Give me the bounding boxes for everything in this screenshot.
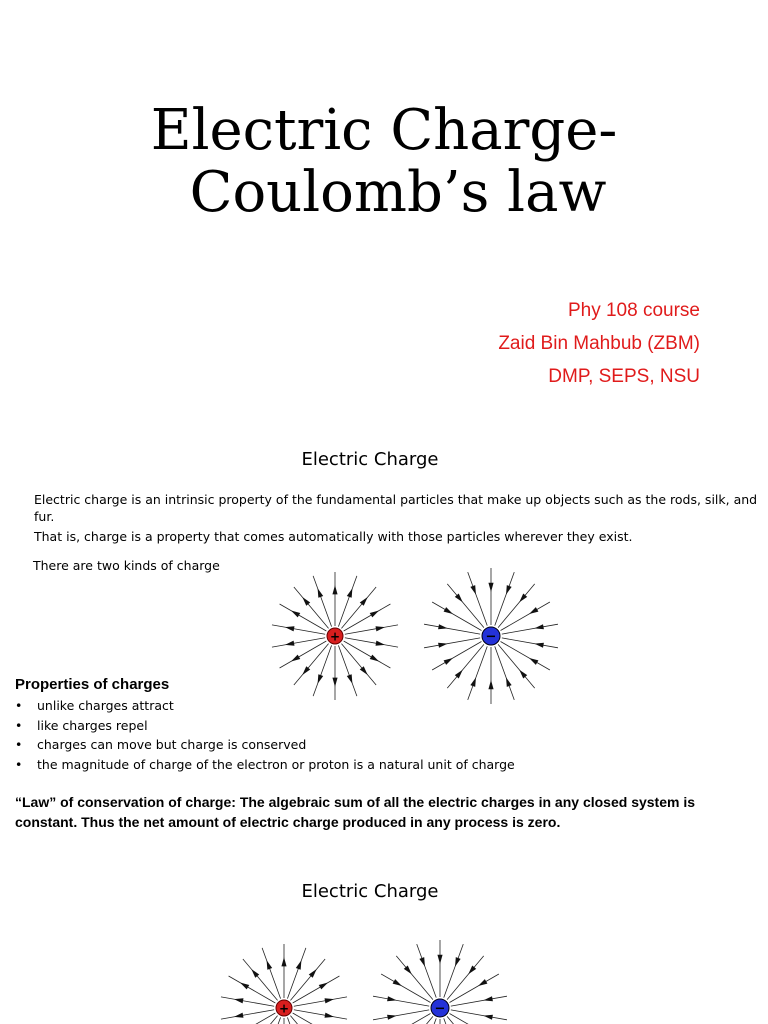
field-arrow bbox=[325, 998, 335, 1003]
field-line bbox=[293, 1013, 340, 1024]
field-line bbox=[272, 625, 325, 634]
field-arrow bbox=[347, 588, 353, 598]
field-line bbox=[417, 1018, 436, 1024]
field-line bbox=[290, 1016, 325, 1024]
field-arrow bbox=[267, 960, 273, 970]
field-line bbox=[468, 572, 487, 626]
field-arrow bbox=[483, 996, 493, 1001]
properties-heading: Properties of charges bbox=[15, 676, 170, 693]
section-heading-electric-charge-2: Electric Charge bbox=[301, 881, 439, 902]
field-line bbox=[272, 638, 325, 647]
field-arrow bbox=[285, 641, 295, 646]
field-arrow bbox=[332, 678, 337, 687]
field-line bbox=[229, 1013, 276, 1024]
field-line bbox=[444, 944, 463, 998]
field-arrow bbox=[291, 655, 300, 662]
field-arrow bbox=[291, 611, 300, 618]
negative-sign: − bbox=[485, 629, 497, 645]
field-arrow bbox=[325, 1013, 335, 1018]
field-arrow bbox=[376, 626, 386, 631]
field-line bbox=[313, 576, 331, 627]
field-arrow bbox=[534, 624, 544, 629]
field-line bbox=[424, 638, 480, 648]
field-arrow bbox=[529, 607, 538, 614]
field-arrow bbox=[529, 658, 538, 665]
field-arrow bbox=[285, 626, 295, 631]
field-line bbox=[502, 624, 558, 634]
field-arrow bbox=[370, 655, 379, 662]
field-line bbox=[243, 1016, 278, 1024]
field-arrow bbox=[470, 585, 476, 595]
field-line bbox=[444, 1018, 463, 1024]
law-label: “Law” of conservation of charge: bbox=[15, 794, 236, 810]
field-arrow bbox=[387, 996, 397, 1001]
field-arrow bbox=[387, 1015, 397, 1020]
field-arrow bbox=[470, 677, 476, 687]
field-arrow bbox=[483, 1015, 493, 1020]
field-line bbox=[287, 948, 305, 999]
conservation-law-statement bbox=[15, 792, 735, 832]
field-arrow bbox=[240, 983, 249, 990]
field-line bbox=[294, 997, 347, 1006]
field-line bbox=[495, 646, 514, 700]
field-arrow bbox=[318, 674, 324, 684]
list-item: • unlike charges attract bbox=[15, 698, 174, 713]
field-arrow bbox=[438, 624, 448, 629]
field-arrow bbox=[347, 674, 353, 684]
list-item: • like charges repel bbox=[15, 717, 148, 733]
field-line bbox=[221, 997, 274, 1006]
field-arrow bbox=[478, 979, 487, 986]
field-arrow bbox=[376, 641, 386, 646]
positive-sign: + bbox=[329, 629, 341, 644]
field-line bbox=[221, 1010, 274, 1019]
field-line bbox=[468, 646, 487, 700]
field-arrow bbox=[296, 960, 302, 970]
field-arrow bbox=[281, 957, 286, 966]
field-arrow bbox=[318, 588, 324, 598]
law-text: The algebraic sum of all the electric charges in any closed system is constant. Thus the net amount of electric charge produced in any process is zero. bbox=[15, 794, 696, 830]
field-arrow bbox=[488, 680, 493, 689]
charge-field-diagram-2 bbox=[0, 934, 768, 1024]
field-arrow bbox=[455, 957, 461, 967]
field-arrow bbox=[488, 583, 493, 592]
positive-sign: + bbox=[278, 1001, 290, 1016]
two-kinds-label: There are two kinds of charge bbox=[33, 558, 220, 573]
author-label: Zaid Bin Mahbub (ZBM) bbox=[498, 333, 700, 354]
field-arrow bbox=[332, 585, 337, 594]
field-arrow bbox=[234, 998, 244, 1003]
department-label: DMP, SEPS, NSU bbox=[548, 366, 700, 387]
list-item: • charges can move but charge is conserved bbox=[15, 737, 307, 752]
title-line-1: Electric Charge- bbox=[150, 98, 618, 163]
field-arrow bbox=[319, 983, 328, 990]
field-arrow bbox=[438, 643, 448, 648]
field-arrow bbox=[506, 677, 512, 687]
field-line bbox=[417, 944, 436, 998]
field-arrow bbox=[370, 611, 379, 618]
field-line bbox=[373, 996, 429, 1006]
field-line bbox=[451, 1010, 507, 1020]
properties-list bbox=[15, 696, 515, 774]
field-arrow bbox=[419, 957, 425, 967]
field-line bbox=[502, 638, 558, 648]
negative-sign: − bbox=[434, 1001, 446, 1017]
section-heading-electric-charge: Electric Charge bbox=[301, 449, 439, 470]
page-title bbox=[0, 100, 768, 224]
field-line bbox=[345, 638, 398, 647]
title-line-2: Coulomb’s law bbox=[189, 160, 607, 225]
course-label: Phy 108 course bbox=[567, 300, 700, 321]
field-line bbox=[338, 645, 356, 696]
field-arrow bbox=[437, 955, 442, 964]
field-line bbox=[424, 624, 480, 634]
paragraph-charge-property: That is, charge is a property that comes automatically with those particles wherever they exist. bbox=[34, 529, 633, 544]
field-line bbox=[451, 996, 507, 1006]
field-arrow bbox=[444, 658, 453, 665]
field-arrow bbox=[534, 643, 544, 648]
field-line bbox=[294, 1010, 347, 1019]
field-arrow bbox=[234, 1013, 244, 1018]
list-item: • the magnitude of charge of the electron or proton is a natural unit of charge bbox=[15, 756, 515, 772]
field-line bbox=[262, 948, 280, 999]
field-line bbox=[345, 625, 398, 634]
field-line bbox=[373, 1010, 429, 1020]
field-arrow bbox=[506, 585, 512, 595]
field-line bbox=[338, 576, 356, 627]
field-arrow bbox=[444, 607, 453, 614]
field-arrow bbox=[393, 979, 402, 986]
paragraph-intrinsic-property: Electric charge is an intrinsic property of the fundamental particles that make up objects such as the rods, silk, and fur. bbox=[34, 492, 758, 524]
field-line bbox=[495, 572, 514, 626]
field-line bbox=[313, 645, 331, 696]
